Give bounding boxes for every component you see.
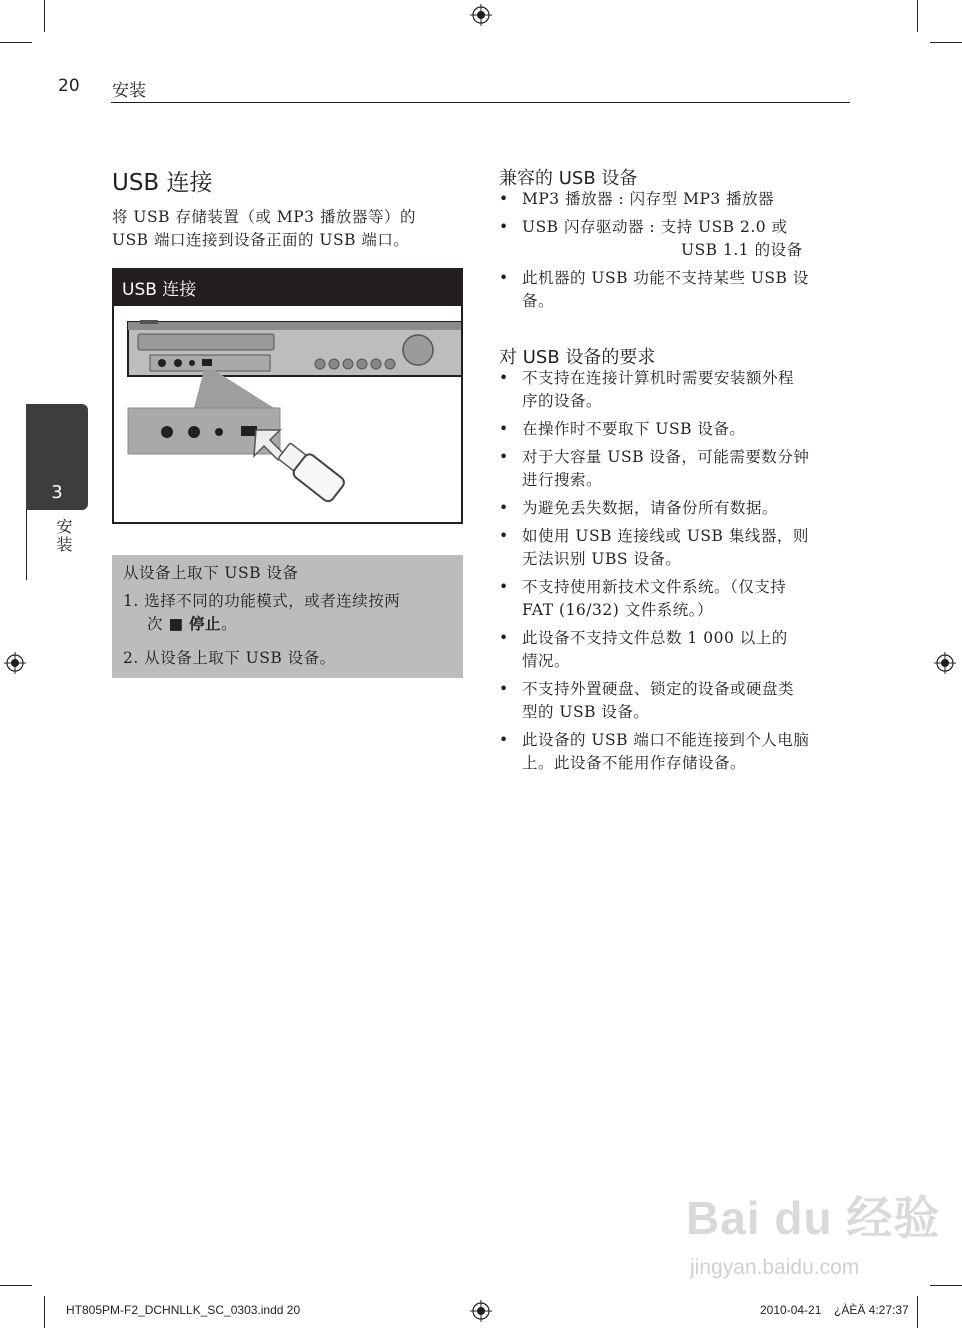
note-step-1-prefix: 次 (147, 615, 164, 633)
header-rule (111, 102, 850, 103)
list-item: 型的 USB 设备。 (522, 703, 650, 721)
bullet-icon: • (499, 680, 509, 698)
note-step-2: 2. 从设备上取下 USB 设备。 (123, 649, 336, 667)
list-item: 如使用 USB 连接线或 USB 集线器，则 (522, 527, 809, 545)
crop-mark (0, 1285, 32, 1286)
bullet-icon: • (499, 578, 509, 596)
bullet-icon: • (499, 527, 509, 545)
footer-time: ¿ÀÈÄ 4:27:37 (834, 1303, 909, 1317)
list-item: 进行搜索。 (522, 471, 603, 489)
figure-title: USB 连接 (122, 280, 197, 300)
crop-mark (930, 42, 962, 43)
registration-mark-icon (934, 652, 956, 674)
intro-line-1: 将 USB 存储装置（或 MP3 播放器等）的 (112, 208, 416, 226)
registration-mark-icon (470, 4, 492, 26)
bullet-icon: • (499, 218, 509, 236)
compatible-devices-heading: 兼容的 USB 设备 (499, 168, 638, 189)
list-item: FAT (16/32) 文件系统。） (522, 601, 713, 619)
registration-mark-icon (470, 1300, 492, 1322)
crop-mark (44, 1296, 45, 1328)
list-item: 对于大容量 USB 设备，可能需要数分钟 (522, 448, 810, 466)
registration-mark-icon (4, 652, 26, 674)
crop-mark (44, 0, 45, 32)
bullet-icon: • (499, 629, 509, 647)
chapter-rule (26, 510, 27, 580)
list-item: 在操作时不要取下 USB 设备。 (522, 420, 746, 438)
list-item: 无法识别 UBS 设备。 (522, 550, 682, 568)
bullet-icon: • (499, 369, 509, 387)
page-number: 20 (58, 76, 80, 96)
list-item: 此机器的 USB 功能不支持某些 USB 设 (522, 269, 809, 287)
bullet-icon: • (499, 731, 509, 749)
intro-line-2: USB 端口连接到设备正面的 USB 端口。 (112, 231, 410, 249)
chapter-label: 安装 (54, 518, 73, 554)
bullet-icon: • (499, 448, 509, 466)
list-item: 上。此设备不能用作存储设备。 (522, 754, 747, 772)
bullet-icon: • (499, 190, 509, 208)
watermark-url: jingyan.baidu.com (690, 1256, 860, 1279)
list-item: 为避免丢失数据，请备份所有数据。 (522, 499, 779, 517)
list-item: USB 闪存驱动器 : 支持 USB 2.0 或 (522, 218, 788, 236)
note-title: 从设备上取下 USB 设备 (123, 564, 299, 582)
list-item: 备。 (522, 292, 555, 310)
requirements-heading: 对 USB 设备的要求 (499, 347, 656, 368)
list-item: 不支持使用新技术文件系统。（仅支持 (522, 578, 787, 596)
watermark-logo: Bai du 经验 (686, 1192, 941, 1244)
usb-connection-heading: USB 连接 (112, 170, 213, 196)
list-item: 不支持外置硬盘、锁定的设备或硬盘类 (522, 680, 795, 698)
list-item: 序的设备。 (522, 392, 603, 410)
bullet-icon: • (499, 420, 509, 438)
figure-header (112, 268, 463, 306)
section-title: 安装 (112, 81, 146, 101)
list-item: 此设备的 USB 端口不能连接到个人电脑 (522, 731, 810, 749)
list-item: 不支持在连接计算机时需要安装额外程 (522, 369, 795, 387)
stop-icon: ■ (168, 615, 184, 633)
crop-mark (0, 42, 32, 43)
bullet-icon: • (499, 269, 509, 287)
chapter-number: 3 (51, 482, 63, 503)
usb-connection-illustration (114, 306, 461, 522)
crop-mark (917, 1296, 918, 1328)
list-item: MP3 播放器 : 闪存型 MP3 播放器 (522, 190, 775, 208)
stop-label: 停止 (189, 615, 222, 633)
bullet-icon: • (499, 499, 509, 517)
list-item: 此设备不支持文件总数 1 000 以上的 (522, 629, 788, 647)
crop-mark (917, 0, 918, 32)
note-step-1-end: 。 (221, 615, 238, 633)
list-item: 情况。 (522, 652, 571, 670)
note-step-1-cont (147, 613, 237, 636)
list-item: USB 1.1 的设备 (681, 241, 803, 259)
footer-filename: HT805PM-F2_DCHNLLK_SC_0303.indd 20 (66, 1303, 301, 1317)
crop-mark (930, 1285, 962, 1286)
note-step-1: 1. 选择不同的功能模式，或者连续按两 (123, 592, 401, 610)
footer-date: 2010-04-21 (760, 1303, 822, 1317)
